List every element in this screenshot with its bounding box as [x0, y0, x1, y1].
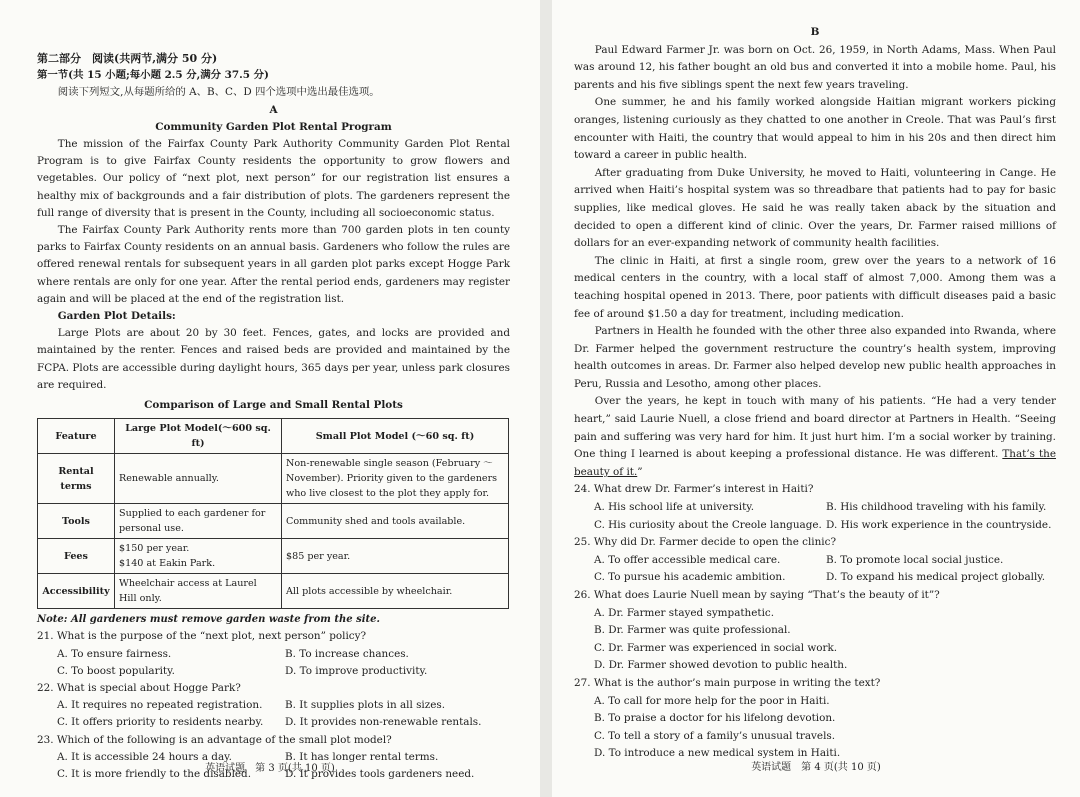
- question-options: [37, 646, 510, 680]
- option: B. To praise a doctor for his lifelong devotion.: [594, 712, 836, 725]
- question-block: [37, 628, 510, 680]
- question-stem: 26. What does Laurie Nuell mean by saying “That’s the beauty of it”?: [574, 589, 940, 601]
- page-footer: 英语试题 第 4 页(共 10 页): [751, 762, 881, 774]
- option: C. It is more friendly to the disabled.: [57, 768, 252, 781]
- question-options: [37, 697, 510, 731]
- question-block: [574, 481, 1056, 534]
- table-note: Note: All gardeners must remove garden waste from the site.: [37, 614, 380, 626]
- option: A. His school life at university.: [594, 501, 755, 514]
- option: D. Dr. Farmer showed devotion to public health.: [594, 659, 848, 672]
- passage-b-paragraph: Paul Edward Farmer Jr. was born on Oct. 26, 1959, in North Adams, Mass. When Paul was around 12, his father bought an old bus and converted it into a mobile home. Paul, his parents and his five siblings spent the next few years traveling.: [574, 43, 1056, 91]
- question-stem: 25. Why did Dr. Farmer decide to open the clinic?: [574, 536, 837, 549]
- passage-b-paragraph: The clinic in Haiti, at first a single room, grew over the years to a network of 16 medical centers in the country, with a local staff of almost 7,000. Among them was a teaching hospital opened in 2013. There, poor patients with difficult diseases paid a basic fee of around $1.50 a day for treatment, including medication.: [574, 254, 1056, 320]
- table-cell: $150 per year. $140 at Eakin Park.: [115, 539, 282, 574]
- question-stem: 24. What drew Dr. Farmer’s interest in Haiti?: [574, 483, 814, 496]
- question-options: [574, 693, 1056, 763]
- option: A. To ensure fairness.: [57, 647, 172, 660]
- option: B. To promote local social justice.: [826, 553, 1004, 566]
- question-options: [574, 552, 1056, 587]
- option: A. Dr. Farmer stayed sympathetic.: [594, 606, 775, 619]
- closing-quote: ”: [637, 465, 643, 478]
- passage-a-paragraph: The Fairfax County Park Authority rents more than 700 garden plots in ten county parks to Fairfax County residents on an annual basis. Gardeners who follow the rules are offered renewal rentals for subsequent years in all garden plot parks except Hogge Park where rentals are only for one year. After the rental period ends, gardeners may register again and will be placed at the end of the registration list.: [37, 224, 510, 305]
- question-stem: 23. Which of the following is an advantage of the small plot model?: [37, 733, 392, 746]
- details-paragraph: Large Plots are about 20 by 30 feet. Fences, gates, and locks are provided and maintained by the renter. Fences and raised beds are provided and maintained by the FCPA. Plots are accessible during daylight hours, 365 days per year, unless park closures are required.: [37, 327, 510, 391]
- option: D. To expand his medical project globally.: [826, 571, 1046, 584]
- table-cell: Non-renewable single season (February ～ November). Priority given to the gardeners who live closest to the plot they apply for.: [282, 454, 509, 504]
- option: D. It provides tools gardeners need.: [285, 768, 475, 781]
- question-block: [574, 534, 1056, 587]
- part-title: 第二部分 阅读(共两节,满分 50 分): [37, 52, 218, 65]
- option: A. To call for more help for the poor in Haiti.: [594, 694, 830, 707]
- table-header: Large Plot Model(～600 sq. ft): [115, 419, 282, 454]
- option: A. It is accessible 24 hours a day.: [57, 750, 232, 763]
- section-title: 第一节(共 15 小题;每小题 2.5 分,满分 37.5 分): [37, 69, 269, 82]
- question-options: [574, 499, 1056, 534]
- right-page: [552, 0, 1080, 797]
- table-cell: Renewable annually.: [115, 454, 282, 504]
- question-block: [37, 680, 510, 732]
- page-gutter: [540, 0, 552, 797]
- passage-b-paragraph: One summer, he and his family worked alongside Haitian migrant workers picking oranges, listening curiously as they chatted to one another in Creole. That was Paul’s first encounter with Haiti, the country that would appeal to him in his 20s and then direct him toward a career in public health.: [574, 96, 1056, 162]
- option: B. His childhood traveling with his family.: [826, 501, 1047, 514]
- table-cell: Community shed and tools available.: [282, 504, 509, 539]
- passage-a-paragraph: The mission of the Fairfax County Park Authority Community Garden Plot Rental Program is to give Fairfax County residents the opportunity to grow flowers and vegetables. Our policy of “next plot, next person” for our registration list ensures a healthy mix of backgrounds and a fair distribution of plots. The gardeners represent the full range of diversity that is present in the County, including all socioeconomic status.: [37, 138, 510, 219]
- option: C. It offers priority to residents nearby.: [57, 716, 264, 729]
- instruction: 阅读下列短文,从每题所给的 A、B、C、D 四个选项中选出最佳选项。: [57, 86, 380, 99]
- option: B. Dr. Farmer was quite professional.: [594, 624, 791, 637]
- question-block: [574, 675, 1056, 763]
- table-cell: Tools: [38, 504, 115, 539]
- table-cell: $85 per year.: [282, 539, 509, 574]
- comparison-table: [37, 418, 509, 609]
- option: C. To pursue his academic ambition.: [594, 571, 786, 584]
- table-row: [38, 504, 509, 539]
- option: D. To improve productivity.: [285, 664, 428, 677]
- option: C. To tell a story of a family’s unusual travels.: [594, 729, 836, 742]
- table-cell: Rental terms: [38, 454, 115, 504]
- option: B. It has longer rental terms.: [285, 750, 439, 763]
- question-stem: 21. What is the purpose of the “next plot, next person” policy?: [37, 630, 367, 643]
- option: D. His work experience in the countryside.: [826, 518, 1052, 531]
- passage-a-title: Community Garden Plot Rental Program: [155, 120, 392, 133]
- paragraph-text: Over the years, he kept in touch with many of his patients. “He had a very tender heart,” said Laurie Nuell, a close friend and board director at Partners in Health. “Seeing pain and suffering was very hard for him. It just hurt him. I’m a social worker by training. One thing I learned is about keeping a professional distance. He was different.: [574, 395, 1056, 461]
- option: B. To increase chances.: [285, 647, 409, 660]
- option: B. It supplies plots in all sizes.: [285, 699, 445, 712]
- table-row: [38, 539, 509, 574]
- option: C. His curiosity about the Creole language.: [594, 518, 822, 531]
- table-header: Feature: [38, 419, 115, 454]
- table-cell: All plots accessible by wheelchair.: [282, 574, 509, 609]
- table-cell: Accessibility: [38, 574, 115, 609]
- passage-a-label: A: [269, 103, 278, 116]
- question-options: [574, 605, 1056, 675]
- table-title: Comparison of Large and Small Rental Plots: [144, 399, 403, 412]
- passage-b-last-paragraph: [574, 393, 1056, 481]
- details-heading: Garden Plot Details:: [57, 310, 176, 323]
- option: A. It requires no repeated registration.: [57, 699, 263, 712]
- table-header: Small Plot Model (～60 sq. ft): [282, 419, 509, 454]
- table-row: [38, 454, 509, 504]
- table-cell: Fees: [38, 539, 115, 574]
- question-block: [574, 587, 1056, 675]
- passage-b-label: B: [810, 26, 820, 38]
- table-cell: Wheelchair access at Laurel Hill only.: [115, 574, 282, 609]
- passage-b-paragraph: After graduating from Duke University, he moved to Haiti, volunteering in Cange. He arrived when Haiti’s hospital system was so threadbare that patients had to pay for basic supplies, like medical gloves. He said he was really taken aback by the situation and decided to open a different kind of clinic. Over the years, Dr. Farmer raised millions of dollars for an ever-expanding network of community health facilities.: [574, 166, 1056, 250]
- table-header-row: [38, 419, 509, 454]
- question-stem: 22. What is special about Hogge Park?: [37, 682, 241, 695]
- option: A. To offer accessible medical care.: [594, 553, 781, 566]
- table-row: [38, 574, 509, 609]
- question-stem: 27. What is the author’s main purpose in writing the text?: [574, 676, 881, 689]
- option: D. It provides non-renewable rentals.: [285, 716, 482, 729]
- passage-b-paragraph: Partners in Health he founded with the other three also expanded into Rwanda, where Dr. Farmer helped the government restructure the country’s health system, improving health outcomes in areas. Dr. Farmer also helped develop new public health approaches in Peru, Russia and Lesotho, among other places.: [574, 325, 1056, 390]
- option: C. To boost popularity.: [57, 664, 175, 677]
- option: C. Dr. Farmer was experienced in social work.: [594, 641, 838, 654]
- page-footer: 英语试题 第 3 页(共 10 页): [205, 762, 335, 774]
- option: D. To introduce a new medical system in Haiti.: [594, 747, 841, 760]
- underlined-quote: That’s the beauty of it.: [574, 448, 1056, 478]
- table-cell: Supplied to each gardener for personal use.: [115, 504, 282, 539]
